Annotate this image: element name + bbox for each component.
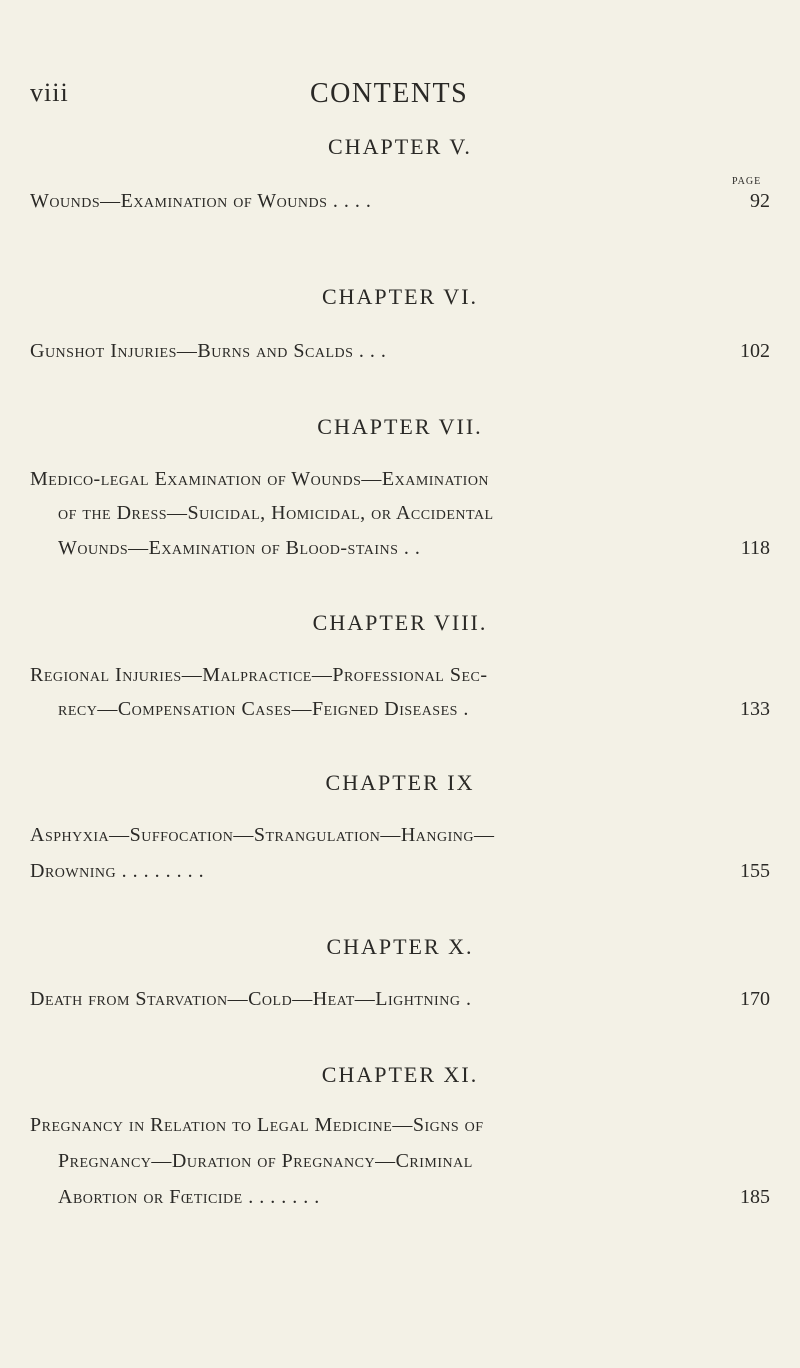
toc-line: Regional Injuries—Malpractice—Professional Sec- <box>30 664 488 686</box>
chapter-title: CHAPTER IX <box>325 770 475 795</box>
page-title: CONTENTS <box>310 78 469 109</box>
chapter-title: CHAPTER VIII. <box>312 610 488 635</box>
toc-line: Gunshot Injuries—Burns and Scalds . . . <box>30 340 387 362</box>
toc-line: Death from Starvation—Cold—Heat—Lightning . <box>30 988 472 1010</box>
chapter-title: CHAPTER V. <box>328 134 472 159</box>
toc-line: of the Dress—Suicidal, Homicidal, or Accidental <box>58 502 494 524</box>
toc-page-number: 102 <box>740 340 770 362</box>
toc-line: recy—Compensation Cases—Feigned Diseases . <box>58 698 469 720</box>
chapter-title: CHAPTER XI. <box>321 1062 479 1087</box>
toc-page-number: 170 <box>740 988 770 1010</box>
page-number: viii <box>30 78 69 107</box>
toc-page-number: 92 <box>750 190 770 212</box>
toc-line: Pregnancy in Relation to Legal Medicine—Signs of <box>30 1114 484 1136</box>
toc-page-number: 133 <box>740 698 770 720</box>
toc-line: Asphyxia—Suffocation—Strangulation—Hanging— <box>30 824 495 846</box>
toc-line: Wounds—Examination of Blood-stains . . <box>58 537 421 559</box>
page-column-label: PAGE <box>732 176 762 187</box>
toc-line: Wounds—Examination of Wounds . . . . <box>30 190 372 212</box>
toc-page-number: 185 <box>740 1186 770 1208</box>
chapter-title: CHAPTER VII. <box>317 414 483 439</box>
toc-page-number: 155 <box>740 860 770 882</box>
toc-line: Abortion or Fœticide . . . . . . . <box>58 1186 320 1208</box>
toc-line: Drowning . . . . . . . . <box>30 860 205 882</box>
toc-page-number: 118 <box>740 537 770 559</box>
toc-line: Medico-legal Examination of Wounds—Examination <box>30 468 490 490</box>
toc-line: Pregnancy—Duration of Pregnancy—Criminal <box>58 1150 473 1172</box>
chapter-title: CHAPTER X. <box>326 934 474 959</box>
chapter-title: CHAPTER VI. <box>321 284 479 309</box>
